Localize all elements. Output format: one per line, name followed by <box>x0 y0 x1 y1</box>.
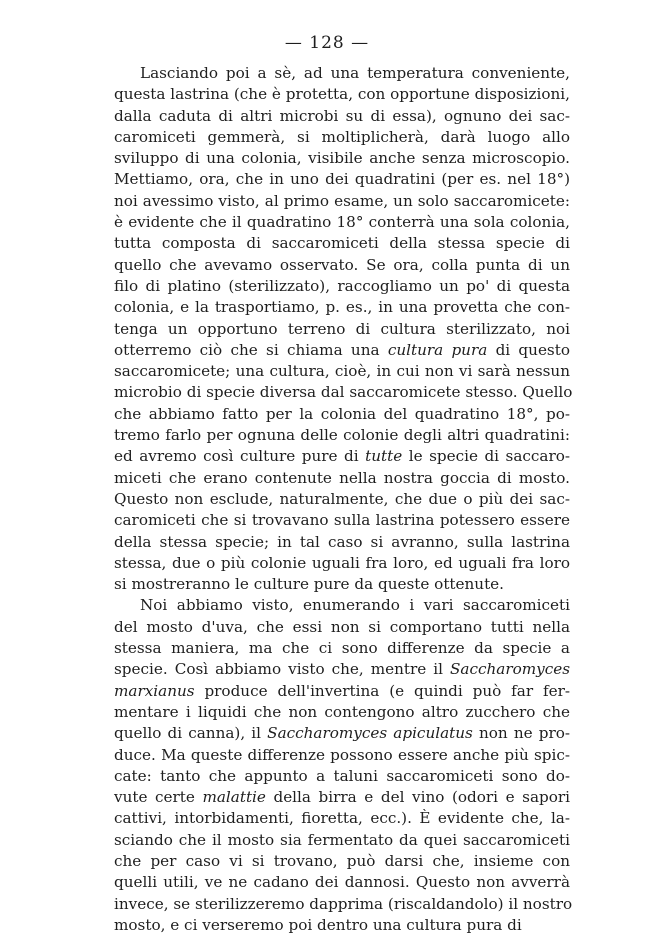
text-line <box>114 446 570 467</box>
text-run: cattivi, intorbidamenti, fioretta, ecc.). È evidente che, la- <box>114 809 570 828</box>
text-run: Lasciando poi a sè, ad una temperatura conveniente, <box>140 64 570 82</box>
text-run: tremo farlo per ognuna delle colonie degli altri quadratini: <box>114 426 570 445</box>
text-run: vute certe <box>114 788 203 807</box>
text-run: tenga un opportuno terreno di cultura sterilizzato, noi <box>114 319 570 338</box>
text-line <box>114 148 570 169</box>
text-line <box>114 425 570 446</box>
text-line <box>114 510 570 531</box>
text-run: specie. Così abbiamo visto che, mentre il <box>114 660 451 679</box>
text-line <box>114 745 570 766</box>
text-line <box>114 659 570 680</box>
text-line <box>114 532 570 553</box>
text-run: quello che avevamo osservato. Se ora, colla punta di un <box>114 255 570 274</box>
italic-text: malattie <box>202 788 266 807</box>
text-line <box>114 851 570 872</box>
text-run: non ne pro- <box>472 724 570 743</box>
paragraph <box>114 595 573 936</box>
text-line <box>114 319 570 340</box>
text-line <box>114 169 570 190</box>
italic-text: cultura pura <box>387 340 488 359</box>
text-run: mosto, e ci verseremo poi dentro una cultura pura di <box>114 915 522 934</box>
text-run: cate: tanto che appunto a taluni saccaromiceti sono do- <box>114 766 570 785</box>
italic-text: marxianus <box>114 681 195 700</box>
text-run: invece, se sterilizzeremo dapprima (riscaldandolo) il nostro <box>114 894 573 913</box>
text-line <box>114 233 570 254</box>
text-run: tutta composta di saccaromiceti della stessa specie di <box>114 234 570 253</box>
text-line <box>114 808 570 829</box>
text-run: Questo non esclude, naturalmente, che due o più dei sac- <box>114 489 570 508</box>
body-text <box>114 63 573 936</box>
text-line <box>114 382 573 403</box>
text-line <box>114 255 570 276</box>
text-line <box>114 553 570 574</box>
text-line <box>114 489 570 510</box>
text-line <box>114 830 570 851</box>
text-run: colonia, e la trasportiamo, p. es., in una provetta che con- <box>114 298 570 317</box>
text-run: otterremo ciò che si chiama una <box>114 340 388 359</box>
text-run: caromiceti che si trovavano sulla lastrina potessero essere <box>114 511 570 530</box>
text-line <box>114 106 570 127</box>
text-line <box>114 766 570 787</box>
paragraph <box>114 63 573 595</box>
text-run: del mosto d'uva, che essi non si comportano tutti nella <box>114 617 570 636</box>
text-line <box>114 212 570 233</box>
text-line <box>114 297 570 318</box>
text-run: che abbiamo fatto per la colonia del quadratino 18°, po- <box>114 404 570 423</box>
text-run: che per caso vi si trovano, può darsi che, insieme con <box>114 851 570 870</box>
text-line <box>114 404 570 425</box>
text-line <box>114 84 570 105</box>
text-run: Noi abbiamo visto, enumerando i vari saccaromiceti <box>140 596 570 615</box>
text-run: sviluppo di una colonia, visibile anche senza microscopio. <box>114 149 570 168</box>
text-run: saccaromicete; una cultura, cioè, in cui non vi sarà nessun <box>114 362 570 381</box>
text-run: ed avremo così culture pure di <box>114 447 366 466</box>
text-run: quello di canna), il <box>114 724 268 743</box>
text-run: mentare i liquidi che non contengono altro zucchero che <box>114 702 570 721</box>
text-run: le specie di saccaro- <box>402 447 570 466</box>
text-line <box>114 276 570 297</box>
text-line <box>114 468 570 489</box>
text-line <box>114 191 570 212</box>
italic-text: Saccharomyces apiculatus <box>267 724 473 743</box>
text-run: è evidente che il quadratino 18° conterrà una sola colonia, <box>114 213 570 232</box>
text-line <box>114 595 570 616</box>
text-line <box>114 127 570 148</box>
text-run: miceti che erano contenute nella nostra goccia di mosto. <box>114 468 570 487</box>
text-line <box>114 361 570 382</box>
text-line <box>114 702 570 723</box>
text-run: stessa maniera, ma che ci sono differenze da specie a <box>114 639 570 658</box>
text-run: filo di platino (sterilizzato), raccogliamo un po' di questa <box>114 276 570 295</box>
text-line <box>114 574 570 595</box>
text-run: microbio di specie diversa dal saccaromicete stesso. Quello <box>114 383 573 402</box>
text-line <box>114 617 570 638</box>
text-run: di questo <box>487 340 570 359</box>
page-number: — 128 — <box>284 33 370 53</box>
text-run: stessa, due o più colonie uguali fra loro, ed uguali fra loro <box>114 553 570 572</box>
text-line <box>114 872 570 893</box>
text-line <box>114 915 570 936</box>
text-run: produce dell'invertina (e quindi può far fer- <box>194 681 570 700</box>
text-run: noi avessimo visto, al primo esame, un solo saccaromicete: <box>114 191 570 210</box>
text-line <box>114 723 570 744</box>
text-line <box>114 681 570 702</box>
italic-text: Saccharomyces <box>450 660 570 679</box>
text-line <box>114 638 570 659</box>
text-run: questa lastrina (che è protetta, con opportune disposizioni, <box>114 85 570 104</box>
text-run: caromiceti gemmerà, si moltiplicherà, darà luogo allo <box>114 127 570 146</box>
text-run: della birra e del vino (odori e sapori <box>265 788 570 807</box>
text-run: della stessa specie; in tal caso si avranno, sulla lastrina <box>114 532 570 551</box>
text-run: si mostreranno le culture pure da queste ottenute. <box>114 575 505 594</box>
italic-text: tutte <box>365 447 403 466</box>
text-run: dalla caduta di altri microbi su di essa), ognuno dei sac- <box>114 106 570 125</box>
text-line <box>114 787 570 808</box>
text-line <box>114 894 573 915</box>
text-run: quelli utili, ve ne cadano dei dannosi. Questo non avverrà <box>114 873 570 892</box>
text-line <box>114 340 570 361</box>
text-run: sciando che il mosto sia fermentato da quei saccaromiceti <box>114 830 570 849</box>
text-line <box>114 63 570 84</box>
text-run: duce. Ma queste differenze possono essere anche più spic- <box>114 745 570 764</box>
text-run: Mettiamo, ora, che in uno dei quadratini (per es. nel 18°) <box>114 170 570 189</box>
